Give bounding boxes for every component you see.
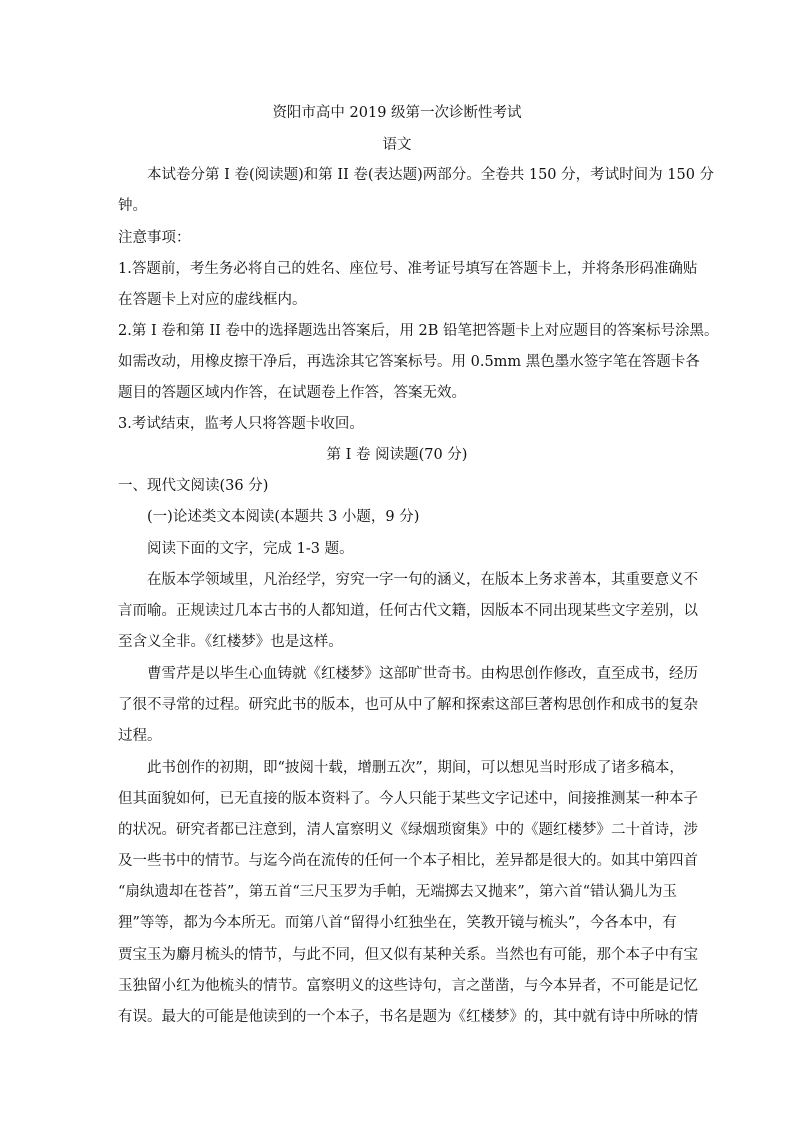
passage-line: 在版本学领域里，凡治经学，穷究一字一句的涵义，在版本上务求善本，其重要意义不 bbox=[147, 572, 698, 588]
passage-line: 至含义全非。《红楼梦》也是这样。 bbox=[118, 634, 343, 650]
note-1-line-1: 1.答题前，考生务必将自己的姓名、座位号、准考证号填写在答题卡上，并将条形码准确贴 bbox=[118, 261, 698, 277]
note-1-line-2: 在答题卡上对应的虚线框内。 bbox=[118, 292, 307, 308]
intro-line-1: 本试卷分第 I 卷(阅读题)和第 II 卷(表达题)两部分。全卷共 150 分，考试时间为 150 分 bbox=[147, 167, 715, 183]
passage-line: 言而喻。正规读过几本古书的人都知道，任何古代文籍，因版本不同出现某些文字差别，以 bbox=[118, 603, 698, 619]
reading-instruction: 阅读下面的文字，完成 1-3 题。 bbox=[147, 541, 354, 557]
passage-line: 狸”等等，都为今本所无。而第八首“留得小红独坐在，笑教开镜与梳头”，今各本中，有 bbox=[118, 915, 677, 931]
note-2-line-1: 2.第 I 卷和第 II 卷中的选择题选出答案后，用 2B 铅笔把答题卡上对应题目的答案标号涂黑。 bbox=[118, 323, 719, 339]
passage-line: 的状况。研究者都已注意到，清人富察明义《绿烟琐窗集》中的《题红楼梦》二十首诗，涉 bbox=[118, 822, 698, 838]
subsection-heading: (一)论述类文本阅读(本题共 3 小题，9 分) bbox=[147, 509, 420, 525]
passage-line: 有误。最大的可能是他读到的一个本子，书名是题为《红楼梦》的，其中就有诗中所咏的情 bbox=[118, 1009, 698, 1025]
notes-heading: 注意事项： bbox=[118, 230, 191, 246]
passage-line: 及一些书中的情节。与迄今尚在流传的任何一个本子相比，差异都是很大的。如其中第四首 bbox=[118, 853, 698, 869]
intro-line-2: 钟。 bbox=[118, 198, 147, 214]
subject-title: 语文 bbox=[382, 137, 412, 153]
note-2-line-2: 如需改动，用橡皮擦干净后，再选涂其它答案标号。用 0.5mm 黑色墨水签字笔在答题卡各 bbox=[118, 354, 700, 370]
passage-line: 过程。 bbox=[118, 728, 162, 744]
passage-line: 玉独留小红为他梳头的情节。富察明义的这些诗句，言之凿凿，与今本异者，不可能是记忆 bbox=[118, 978, 698, 994]
note-3-line-1: 3.考试结束，监考人只将答题卡收回。 bbox=[118, 416, 364, 432]
passage-line: 但其面貌如何，已无直接的版本资料了。今人只能于某些文字记述中，间接推测某一种本子 bbox=[118, 791, 698, 807]
passage-line: “扇纨遗却在苍苔”，第五首“三尺玉罗为手帕，无端掷去又抛来”，第六首“错认猧儿为玉 bbox=[118, 884, 678, 900]
volume-title: 第 I 卷 阅读题(70 分) bbox=[326, 447, 468, 463]
note-2-line-3: 题目的答题区域内作答，在试题卷上作答，答案无效。 bbox=[118, 385, 466, 401]
passage-line: 此书创作的初期，即“披阅十载，增删五次”，期间，可以想见当时形成了诸多稿本， bbox=[147, 760, 684, 776]
part-heading: 一、现代文阅读(36 分) bbox=[118, 478, 269, 494]
passage-line: 了很不寻常的过程。研究此书的版本，也可从中了解和探索这部巨著构思创作和成书的复杂 bbox=[118, 697, 698, 713]
passage-line: 曹雪芹是以毕生心血铸就《红楼梦》这部旷世奇书。由构思创作修改，直至成书，经历 bbox=[147, 666, 698, 682]
exam-title: 资阳市高中 2019 级第一次诊断性考试 bbox=[272, 105, 522, 121]
passage-line: 贾宝玉为麝月梳头的情节，与此不同，但又似有某种关系。当然也有可能，那个本子中有宝 bbox=[118, 947, 698, 963]
